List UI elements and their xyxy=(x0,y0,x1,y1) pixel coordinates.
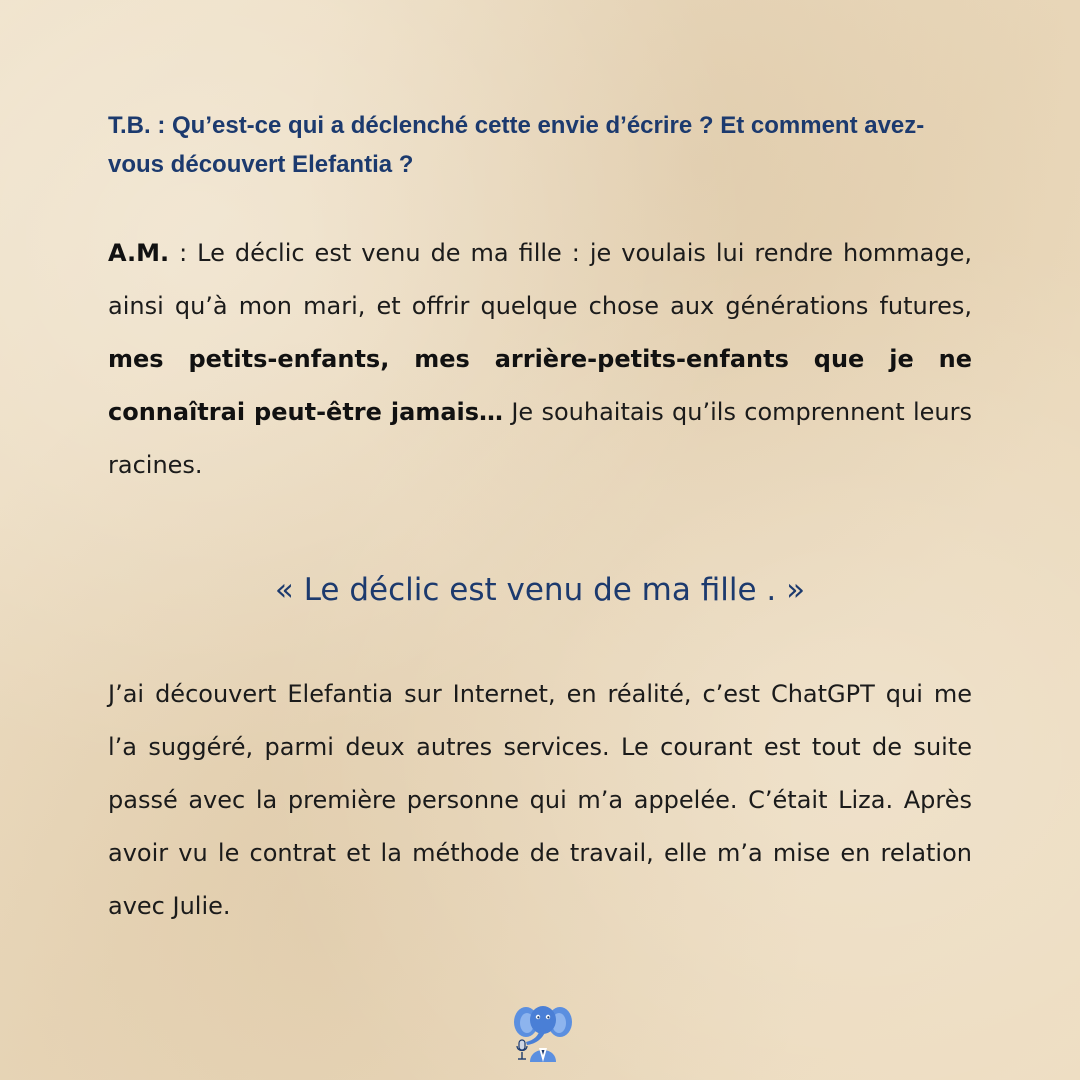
pull-quote: « Le déclic est venu de ma fille . » xyxy=(274,572,806,608)
question-text: T.B. : Qu’est-ce qui a déclenché cette envie d’écrire ? Et comment avez-vous découvert Elefantia ? xyxy=(108,112,925,178)
interview-answer xyxy=(108,227,972,492)
elephant-podcast-logo-icon xyxy=(512,1002,574,1062)
answer-speaker: A.M. xyxy=(108,239,170,267)
interview-question xyxy=(108,106,972,184)
page-content xyxy=(108,0,972,1080)
answer-text-2: Je souhaitais qu’ils comprennent leurs racines. xyxy=(108,398,972,479)
answer-text-1: : Le déclic est venu de ma fille : je voulais lui rendre hommage, ainsi qu’à mon mari, et offrir quelque chose aux générations futures, xyxy=(108,239,972,320)
answer-paragraph-2: J’ai découvert Elefantia sur Internet, en réalité, c’est ChatGPT qui me l’a suggéré, parmi deux autres services. Le courant est tout de suite passé avec la première personne qui m’a appelée. C’était Liza. Après avoir vu le contrat et la méthode de travail, elle m’a mise en relation avec Julie. xyxy=(108,680,972,920)
answer-bold-text: mes petits-enfants, mes arrière-petits-enfants que je ne connaîtrai peut-être jamais… xyxy=(108,345,972,426)
